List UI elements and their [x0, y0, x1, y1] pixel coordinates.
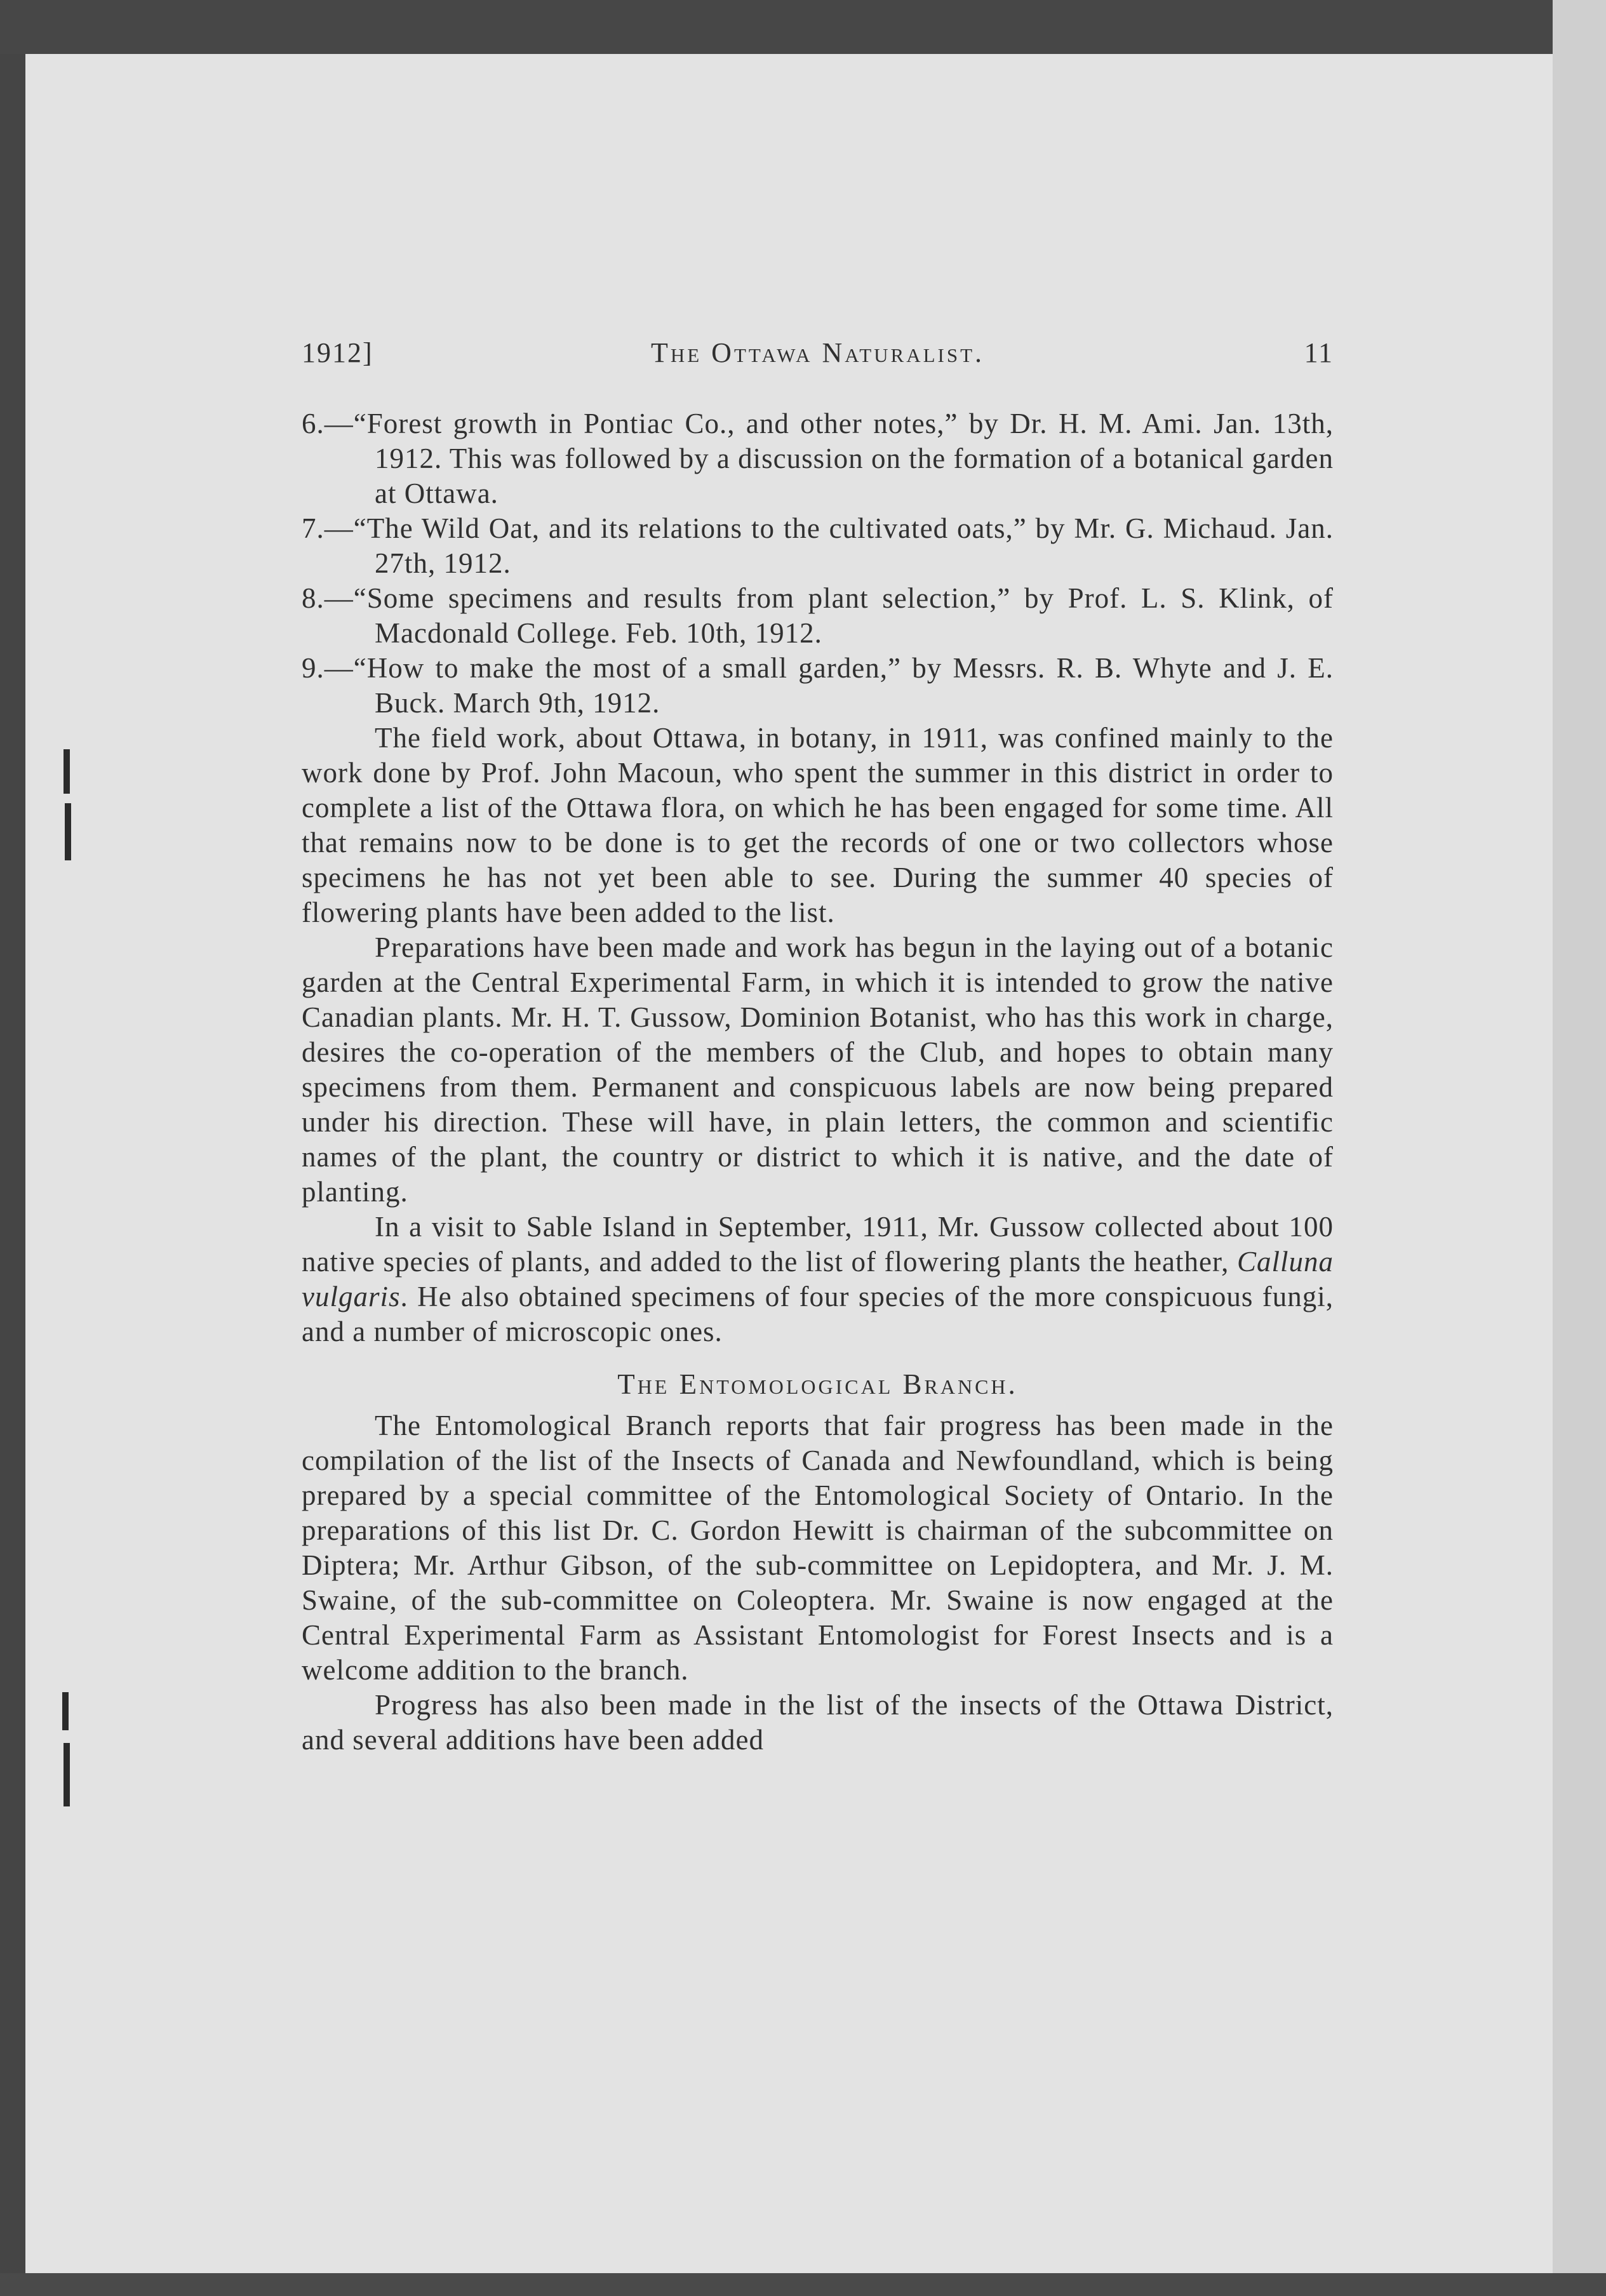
- list-item: 9.—“How to make the most of a small garden,” by Messrs. R. B. Whyte and J. E. Buck. March 9th, 1912.: [302, 652, 1334, 719]
- binding-mark: [64, 1743, 70, 1806]
- running-head-year: 1912]: [302, 337, 373, 368]
- binding-mark: [65, 803, 71, 860]
- species-name: Calluna vulgaris: [302, 1246, 1334, 1312]
- paragraph-ottawa-insects: Progress has also been made in the list of the insects of the Ottawa District, and several additions have been added: [302, 1689, 1334, 1756]
- section-heading: The Entomological Branch.: [617, 1368, 1018, 1400]
- paragraph-entomological-branch: The Entomological Branch reports that fair progress has been made in the compilation of the list of the Insects of Canada and Newfoundland, which is being prepared by a special committee of the Entomological Society of Ontario. In the preparations of this list Dr. C. Gordon Hewitt is chairman of the subcommittee on Diptera; Mr. Arthur Gibson, of the sub-committee on Lepidoptera, and Mr. J. M. Swaine, of the sub-committee on Coleoptera. Mr. Swaine is now engaged at the Central Experimental Farm as Assistant Entomologist for Forest Insects and is a welcome addition to the branch.: [302, 1410, 1334, 1686]
- paragraph-botany-fieldwork: The field work, about Ottawa, in botany, in 1911, was confined mainly to the work done by Prof. John Macoun, who spent the summer in this district in order to complete a list of the Ottawa flora, on which he has been engaged for some time. All that remains now to be done is to get the records of one or two collectors whose specimens he has not yet been able to see. During the summer 40 species of flowering plants have been added to the list.: [302, 722, 1334, 928]
- running-head-title: The Ottawa Naturalist.: [650, 337, 985, 368]
- list-item: 8.—“Some specimens and results from plant selection,” by Prof. L. S. Klink, of Macdonald College. Feb. 10th, 1912.: [302, 582, 1334, 649]
- paragraph-botanic-garden: Preparations have been made and work has begun in the laying out of a botanic garden at the Central Experimental Farm, in which it is intended to grow the native Canadian plants. Mr. H. T. Gussow, Dominion Botanist, who has this work in charge, desires the co-operation of the members of the Club, and hopes to obtain many specimens from them. Permanent and conspicuous labels are now being prepared under his direction. These will have, in plain letters, the common and scientific names of the plant, the country or district to which it is native, and the date of planting.: [302, 931, 1334, 1208]
- scan-border-bottom: [0, 2273, 1606, 2296]
- paragraph-sable-island: [302, 1210, 1334, 1349]
- paragraph-text: In a visit to Sable Island in September, 1911, Mr. Gussow collected about 100 native species of plants, and added to the list of flowering plants the heather,: [302, 1211, 1334, 1278]
- scan-border-right: [1553, 0, 1606, 2296]
- document-page: [25, 54, 1553, 2273]
- paragraph-text: . He also obtained specimens of four species of the more conspicuous fungi, and a number of microscopic ones.: [302, 1281, 1334, 1347]
- scan-border-top: [0, 0, 1606, 54]
- list-item: 6.—“Forest growth in Pontiac Co., and other notes,” by Dr. H. M. Ami. Jan. 13th, 1912. This was followed by a discussion on the formation of a botanical garden at Ottawa.: [302, 408, 1334, 509]
- list-item: 7.—“The Wild Oat, and its relations to the cultivated oats,” by Mr. G. Michaud. Jan. 27th, 1912.: [302, 512, 1334, 579]
- page-number: 11: [1304, 337, 1334, 368]
- body-text: [302, 406, 1334, 1758]
- binding-mark: [62, 1692, 69, 1730]
- binding-mark: [64, 749, 70, 794]
